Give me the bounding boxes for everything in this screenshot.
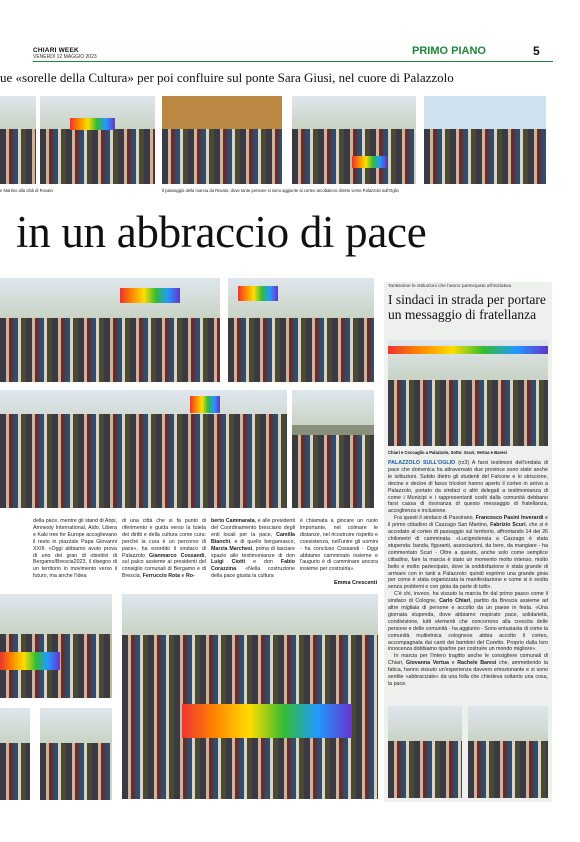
photo-councillor-1 [388, 706, 462, 798]
caption-top-left: e Martino alla città di Rovato [0, 188, 53, 193]
author-signature: Emma Crescenti [334, 580, 378, 586]
sidebar-photo-caption: Chiari e Coccaglio a Palazzolo, Sotto: Scurí, Vertua e Baresi [388, 450, 507, 455]
page-number: 5 [533, 44, 540, 58]
header-rule [33, 61, 553, 62]
article-col-3: berto Cammarata, e alle presidenti del Coordinamento bresciano degli enti locali per la pace, Camilla Bianchi, e di quello bergamasco, Marzia Marchesi, prima di lasciare spazio alle testimonianze di don Luigi Ciotti e don Fabio Corazzina. «Nella costruzione della pace giusta la cultura [211, 518, 295, 580]
photo-mayors [388, 340, 548, 446]
photo-top-5 [424, 96, 546, 184]
photo-bottom-small [0, 708, 30, 800]
sidebar-overline: Tantissime le istituzioni che hanno partecipato all'iniziativa [388, 284, 512, 289]
issue-date: VENERDÌ 12 MAGGIO 2023 [33, 54, 97, 60]
article-col-1: della pace, mentre gli stand di Anpi, Amnesty International, Aido, Libera e Kaki tree for Europe accoglievano il resto in piazzale Papa Giovanni XXIII. «Oggi abbiamo avuto prova di uno dei gran di obiettivi di Bergamo/Brescia2023, il disegno di un territorio in movimento verso il futuro, ma anche l'idea [33, 518, 117, 580]
kicker-line: ue «sorelle della Cultura» per poi confluire sul ponte Sara Giusi, nel cuore di Palazzolo [0, 70, 454, 85]
photo-top-4 [292, 96, 416, 184]
section-title: PRIMO PIANO [412, 45, 486, 57]
sidebar-text: PALAZZOLO SULL'OGLIO (rz3) A farsi testimoni dell'ondata di pace che domenica ha attraversato due province sono state anche le istituzioni. Subito dietro gli studenti del Falcone e lo striscione, decine e decine di fasce tricolori hanno aperto il corteo in arrivo a Palazzolo, portato da sindaci o altri delegati a testimonianza di come i Municipi e i rappresentanti scelti dalla comunità debbano farsi cassa di risonanza di questo messaggio di fratellanza, accoglienza e inclusione. Fra questi il sindaco di Passirano, Francesco Pasini Inverardi e il primo cittadino di Cazzago San Martino, Fabrizio Scuri, che si è accodato al corteo di passaggio sul territorio, affrontando 14 dei 26 chilometri di camminata. «Lucignolensia a Cazzago è stata stupenda: banda, figuranti, associazioni, da bere, da mangiare - ha commentato Scuri - Oltre a questo, anche solo come semplice cittadino, fare la marcia è stato un momento molto intenso, molto bello e molto partecipato, dove la soddisfazione è stata grande di arrivare con in tanti a Palazzolo: quindi esprimo una grande gioia per come è stata organizzata la manifestazione e come si è svolta senza problemi e con gioia da parte di tutti». C'è chi, invece, ha vissuto la marcia fin dal primo passo come il sindaco di Cologne, Carlo Chiari, partito da Brescia assieme ad altre migliaia di persone e accolto da un paese in festa. «Una giornata stupenda, dove abbiamo respirato pace, solidarietà, condivisione, tutti elementi che concorrono alla crescita delle persone e delle comunità - ha aggiunto - Sono entusiasta di come la comunità multietnica colognese abbia accolto il corteo, accompagnata dai canti dei bambini del Coretto. Proprio dalla loro innocenza dobbiamo ripartire per costruire un mondo migliore». In marcia per l'intero tragitto anche le consigliere comunali di Chiari, Giovanna Vertua e Rachele Baresi che, ammettendo la fatica, hanno vissuto un'esperienza davvero emozionante e si sono sentite «abbracciate» da una folla che chiedeva soltanto una cosa, la pace. [388, 460, 548, 687]
newspaper-brand: CHIARI WEEK [33, 47, 79, 54]
photo-councillor-2 [468, 706, 548, 798]
headline: in un abbraccio di pace [16, 207, 427, 257]
caption-top-center: Il passaggio della marcia da Rovato, dove tante persone si sono aggiunte al corteo arcobaleno diretto verso Palazzolo sull'Oglio [162, 188, 399, 193]
photo-top-1 [0, 96, 36, 184]
photo-bottom-banner [40, 708, 112, 800]
photo-crowd-rally [0, 390, 287, 508]
article-col-2: di una città che si fa punto di riferimento e guida verso la tutela dei diritti e della cultura come cura: perché la cura è un percorso di pace», ha esordito il sindaco di Palazzolo Gianmarco Cossandi, sul palco assieme ai presidenti del consiglio comunali di Bergamo e di Brescia, Ferruccio Rota e Ro- [122, 518, 206, 580]
photo-march-flags [228, 278, 374, 382]
photo-selfie [292, 390, 374, 508]
sidebar-title: I sindaci in strada per portare un messaggio di fratellanza [388, 292, 546, 322]
photo-top-3 [162, 96, 282, 184]
photo-rainbow-flag [122, 594, 378, 799]
photo-march-front [0, 278, 220, 382]
photo-bottom-left [0, 594, 112, 698]
article-col-4: è chiamata a giocare un ruolo importante, nel colmare le distanze, nel ricostruire rispetto e coesistenza, nell'unire gli uomini - ha concluso Cossandi - Oggi abbiamo camminato insieme e l'augurio è di camminare ancora insieme per costruirla». [300, 518, 378, 573]
photo-top-2 [40, 96, 155, 184]
